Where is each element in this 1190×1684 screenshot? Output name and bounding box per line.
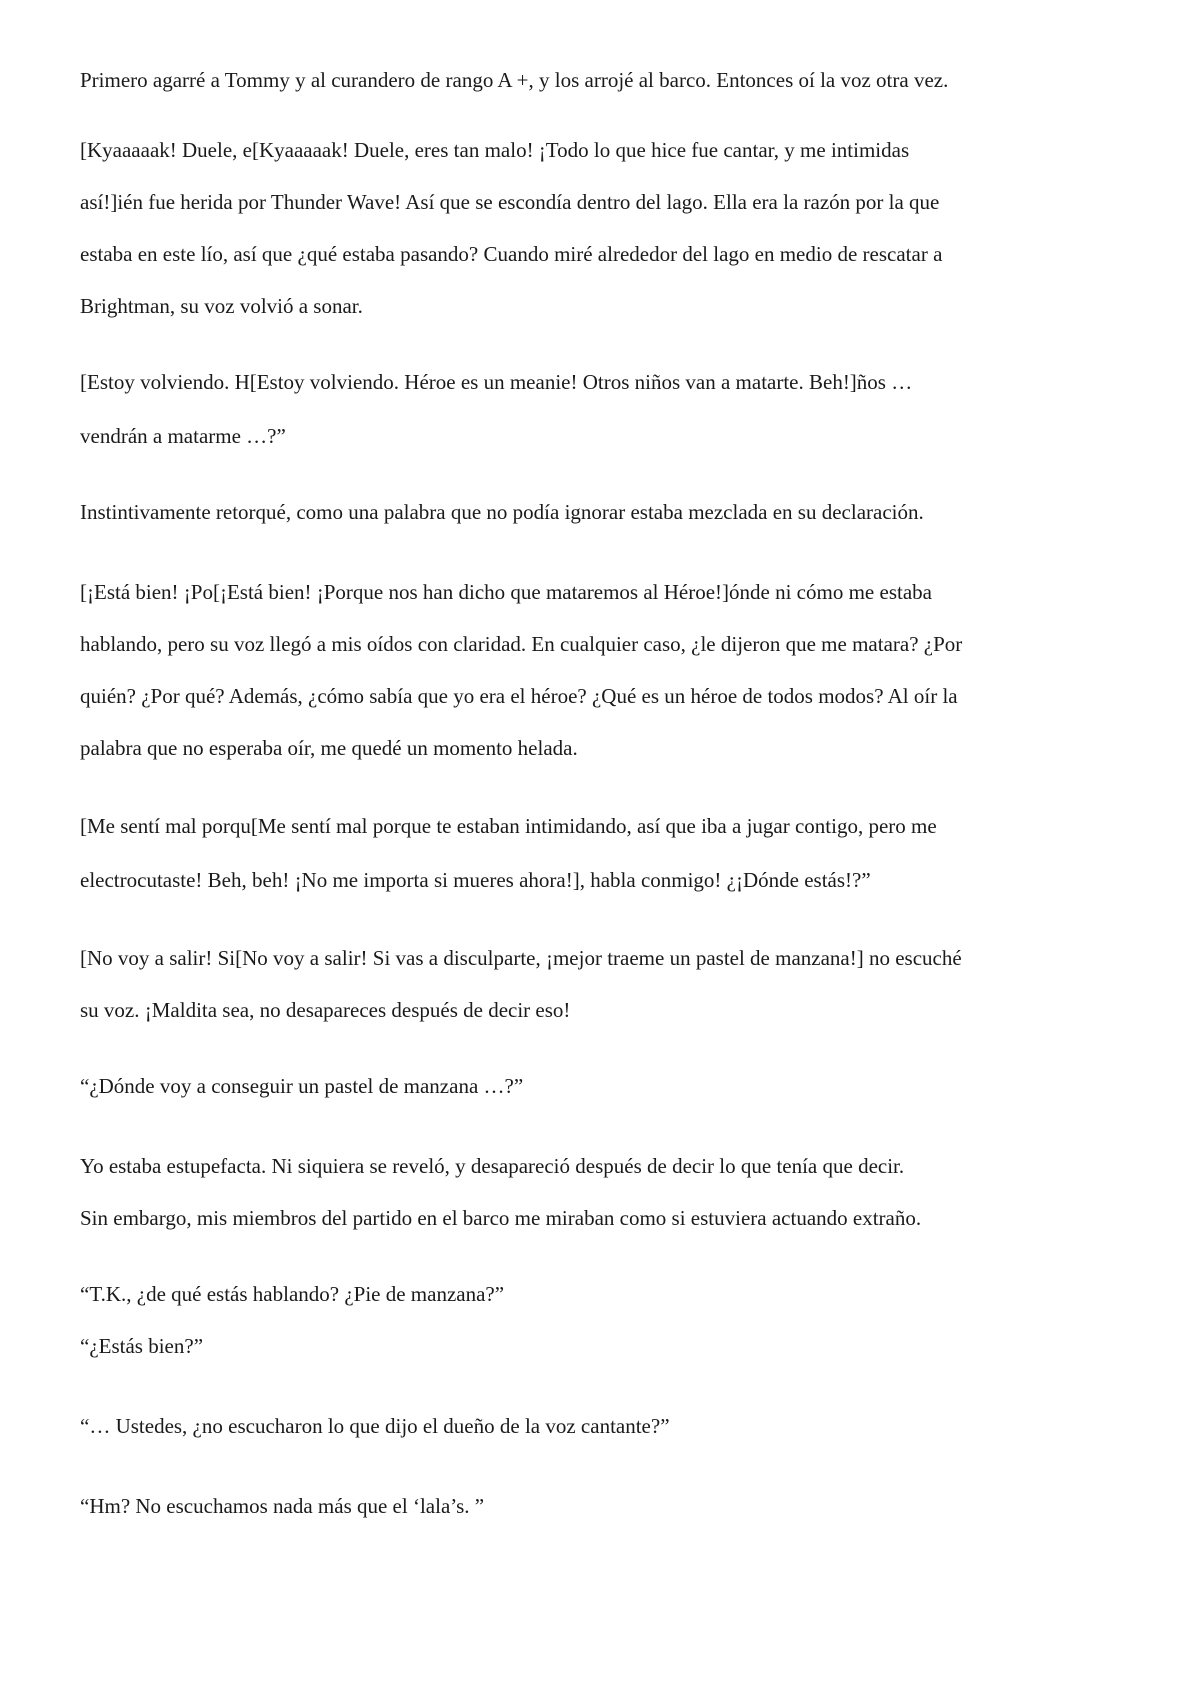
text-line: [Me sentí mal porqu[Me sentí mal porque te estaban intimidando, así que iba a jugar contigo, pero me bbox=[80, 814, 937, 838]
text-line: “¿Dónde voy a conseguir un pastel de manzana …?” bbox=[80, 1074, 524, 1098]
text-line: Instintivamente retorqué, como una palabra que no podía ignorar estaba mezclada en su declaración. bbox=[80, 500, 924, 524]
text-line: quién? ¿Por qué? Además, ¿cómo sabía que yo era el héroe? ¿Qué es un héroe de todos modos? Al oír la bbox=[80, 684, 958, 708]
text-line: Primero agarré a Tommy y al curandero de rango A +, y los arrojé al barco. Entonces oí la voz otra vez. bbox=[80, 68, 949, 92]
text-line: vendrán a matarme …?” bbox=[80, 424, 286, 448]
text-line: así!]ién fue herida por Thunder Wave! Así que se escondía dentro del lago. Ella era la razón por la que bbox=[80, 190, 940, 214]
text-line: electrocutaste! Beh, beh! ¡No me importa si mueres ahora!], habla conmigo! ¿¡Dónde estás!?” bbox=[80, 868, 871, 892]
text-line: Brightman, su voz volvió a sonar. bbox=[80, 294, 363, 318]
text-line: “¿Estás bien?” bbox=[80, 1334, 204, 1358]
text-line: [No voy a salir! Si[No voy a salir! Si vas a disculparte, ¡mejor traeme un pastel de manzana!] no escuché bbox=[80, 946, 962, 970]
text-line: estaba en este lío, así que ¿qué estaba pasando? Cuando miré alrededor del lago en medio de rescatar a bbox=[80, 242, 943, 266]
text-line: [Kyaaaaak! Duele, e[Kyaaaaak! Duele, eres tan malo! ¡Todo lo que hice fue cantar, y me intimidas bbox=[80, 138, 910, 162]
text-line: palabra que no esperaba oír, me quedé un momento helada. bbox=[80, 736, 578, 760]
text-line: hablando, pero su voz llegó a mis oídos con claridad. En cualquier caso, ¿le dijeron que me matara? ¿Por bbox=[80, 632, 963, 656]
text-line: su voz. ¡Maldita sea, no desapareces después de decir eso! bbox=[80, 998, 571, 1022]
text-line: [¡Está bien! ¡Po[¡Está bien! ¡Porque nos han dicho que mataremos al Héroe!]ónde ni cómo me estaba bbox=[80, 580, 932, 604]
text-line: [Estoy volviendo. H[Estoy volviendo. Héroe es un meanie! Otros niños van a matarte. Beh!]ños … bbox=[80, 370, 913, 394]
text-line: “… Ustedes, ¿no escucharon lo que dijo el dueño de la voz cantante?” bbox=[80, 1414, 670, 1438]
text-line: Sin embargo, mis miembros del partido en el barco me miraban como si estuviera actuando extraño. bbox=[80, 1206, 922, 1230]
text-line: Yo estaba estupefacta. Ni siquiera se reveló, y desapareció después de decir lo que tenía que decir. bbox=[80, 1154, 905, 1178]
text-line: “Hm? No escuchamos nada más que el ‘lala’s. ” bbox=[80, 1494, 485, 1518]
text-line: “T.K., ¿de qué estás hablando? ¿Pie de manzana?” bbox=[80, 1282, 505, 1306]
